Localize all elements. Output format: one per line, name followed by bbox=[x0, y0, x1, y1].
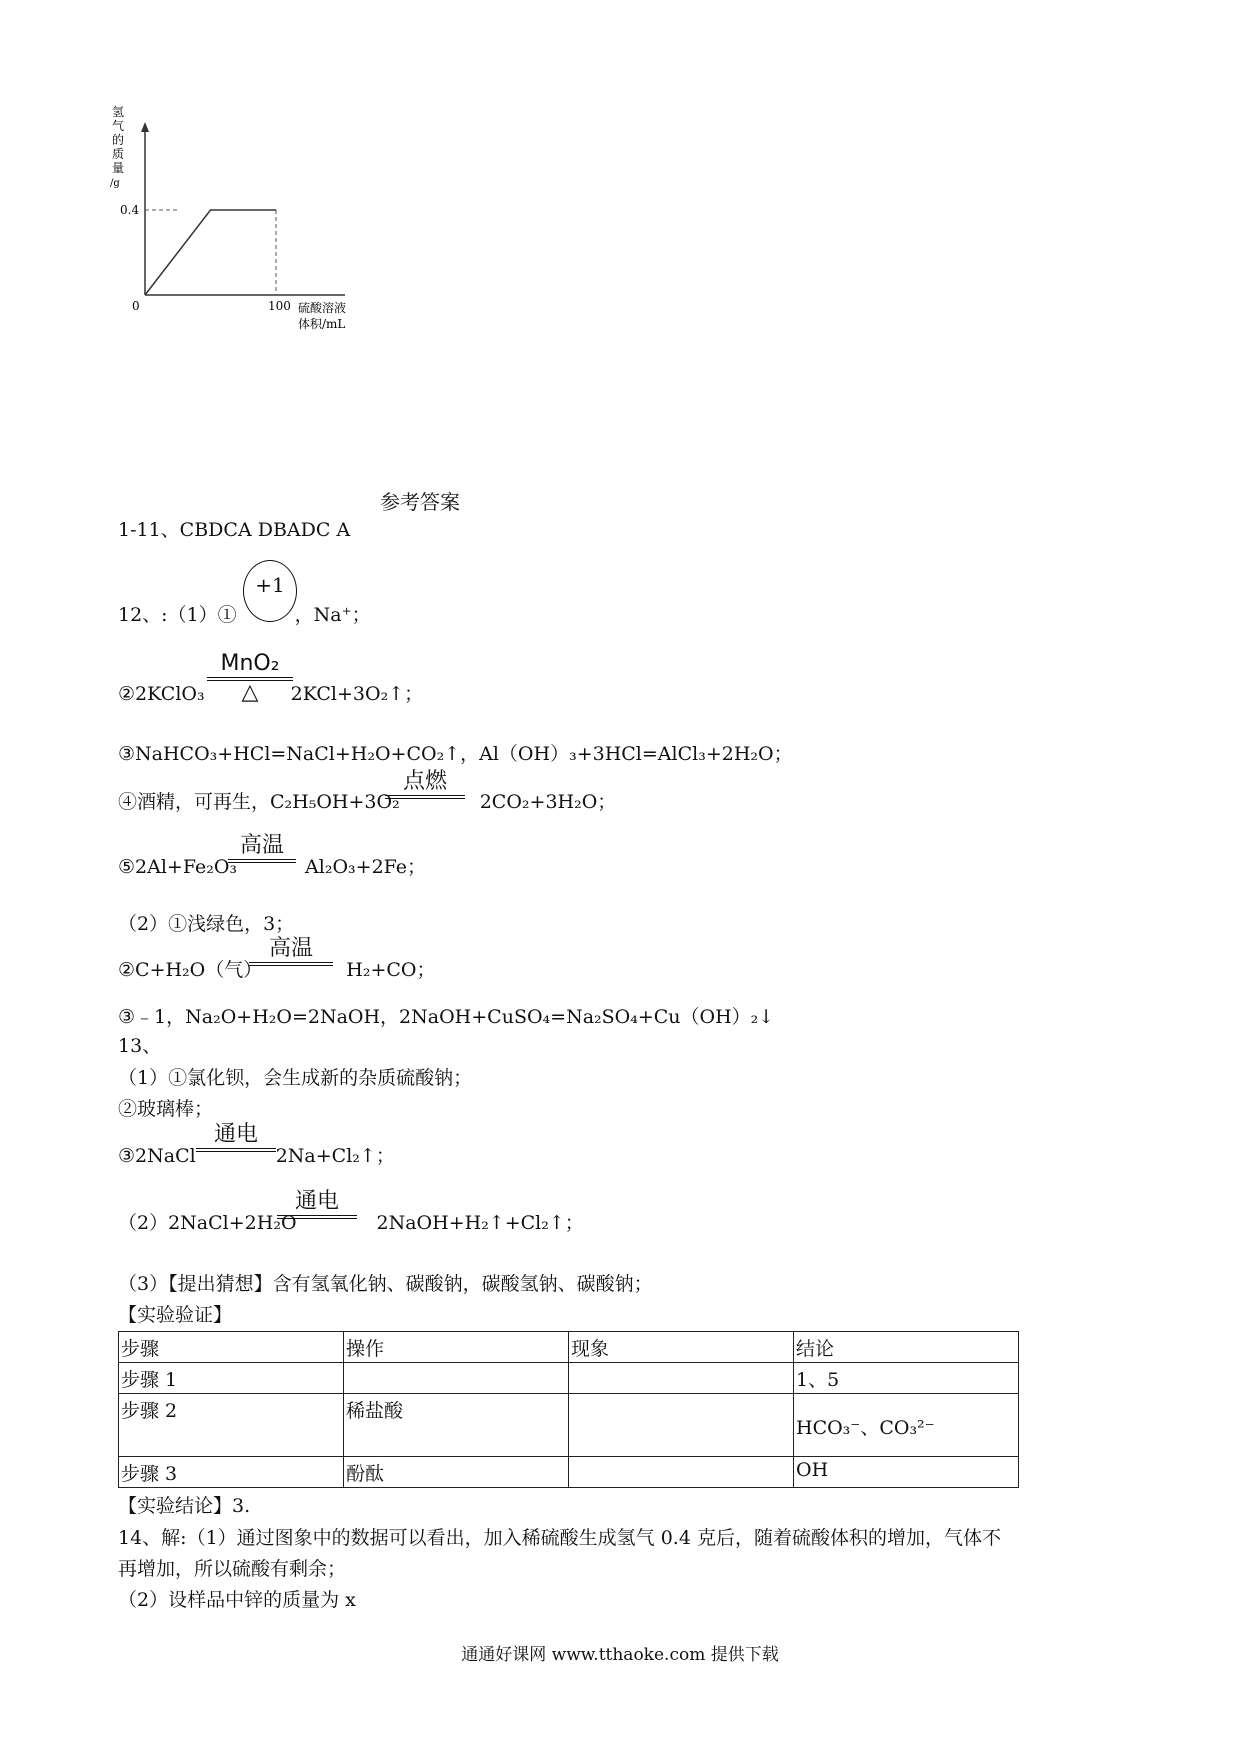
equals-bar bbox=[385, 795, 465, 799]
footer: 通通好课网 www.tthaoke.com 提供下载 bbox=[461, 1645, 779, 1665]
answer-12-7-pre: ②C+H₂O（气） bbox=[118, 959, 263, 981]
condition-top: 通电 bbox=[213, 1122, 258, 1147]
header-step: 步骤 bbox=[119, 1332, 344, 1363]
x-label-line1: 硫酸溶液 bbox=[298, 301, 347, 315]
answer-12-6: （2）①浅绿色，3； bbox=[118, 913, 295, 935]
answer-14-1: 14、解:（1）通过图象中的数据可以看出，加入稀硫酸生成氢气 0.4 克后，随着硫酸体积的增加，气体不 bbox=[118, 1527, 1001, 1549]
table-cell: 酚酞 bbox=[344, 1457, 569, 1488]
answer-12-2-post: 2KCl+3O₂↑； bbox=[290, 683, 424, 705]
y-label-1: 氢 bbox=[112, 105, 125, 119]
condition-12-5 bbox=[228, 834, 296, 864]
y-label-2: 气 bbox=[112, 119, 125, 133]
answer-12-3: ③NaHCO₃+HCl=NaCl+H₂O+CO₂↑，Al（OH）₃+3HCl=AlCl₃+2H₂O； bbox=[118, 743, 793, 765]
answer-12-4-post: 2CO₂+3H₂O； bbox=[479, 791, 617, 813]
answer-14-2: 再增加，所以硫酸有剩余； bbox=[118, 1558, 347, 1580]
header-phenomenon: 现象 bbox=[569, 1332, 794, 1363]
answer-12-1-pre: 12、:（1）① bbox=[118, 604, 237, 626]
y-label-3: 的 bbox=[112, 133, 125, 147]
table-header-row bbox=[119, 1332, 1019, 1363]
table-cell bbox=[569, 1457, 794, 1488]
answer-13-4-pre: （2）2NaCl+2H₂O bbox=[118, 1212, 297, 1234]
answer-1-11: 1-11、CBDCA DBADC A bbox=[118, 519, 351, 541]
table-cell: OH bbox=[794, 1457, 1019, 1488]
condition-13-3 bbox=[196, 1123, 276, 1153]
table-cell bbox=[569, 1394, 794, 1457]
answer-13-6: 【实验验证】 bbox=[118, 1304, 233, 1326]
table-cell bbox=[344, 1363, 569, 1394]
y-label-6: /g bbox=[110, 178, 120, 189]
table-row bbox=[119, 1394, 1019, 1457]
equals-bar bbox=[277, 1215, 357, 1219]
equals-bar bbox=[196, 1148, 276, 1152]
x-tick-100: 100 bbox=[268, 299, 291, 313]
table-cell: HCO₃⁻、CO₃²⁻ bbox=[794, 1394, 1019, 1457]
condition-top: 高温 bbox=[239, 833, 284, 858]
equals-bar bbox=[249, 962, 333, 966]
origin-label: 0 bbox=[132, 299, 140, 313]
table-cell: 1、5 bbox=[794, 1363, 1019, 1394]
table-row bbox=[119, 1457, 1019, 1488]
equals-bar bbox=[228, 859, 296, 863]
table-cell: 步骤 2 bbox=[119, 1394, 344, 1457]
y-label-5: 量 bbox=[112, 161, 125, 175]
answer-13-7: 【实验结论】3. bbox=[118, 1495, 251, 1517]
condition-12-2 bbox=[207, 652, 293, 704]
answer-12-7-post: H₂+CO； bbox=[346, 959, 436, 981]
y-axis-arrow bbox=[141, 122, 149, 132]
answer-12-1-post: ，Na⁺； bbox=[294, 604, 371, 626]
condition-12-7 bbox=[249, 937, 333, 967]
valence-text: +1 bbox=[255, 573, 285, 597]
table-row bbox=[119, 1363, 1019, 1394]
answer-13-5: （3）【提出猜想】含有氢氧化钠、碳酸钠，碳酸氢钠、碳酸钠； bbox=[118, 1273, 653, 1295]
answer-14-3: （2）设样品中锌的质量为 x bbox=[118, 1589, 356, 1611]
answer-12-5-pre: ⑤2Al+Fe₂O₃ bbox=[118, 856, 238, 878]
header-operation: 操作 bbox=[344, 1332, 569, 1363]
answer-12-2-pre: ②2KClO₃ bbox=[118, 683, 205, 705]
condition-bottom: △ bbox=[241, 680, 259, 705]
table-cell: 步骤 3 bbox=[119, 1457, 344, 1488]
table-cell: 稀盐酸 bbox=[344, 1394, 569, 1457]
answer-13-3-pre: ③2NaCl bbox=[118, 1145, 196, 1167]
condition-top: 通电 bbox=[294, 1189, 339, 1214]
header-conclusion: 结论 bbox=[794, 1332, 1019, 1363]
answer-12-4 bbox=[118, 790, 616, 814]
answer-13: 13、 bbox=[118, 1035, 162, 1057]
answer-13-2: ②玻璃棒； bbox=[118, 1098, 214, 1120]
condition-top: 点燃 bbox=[402, 769, 447, 794]
answer-13-4-post: 2NaOH+H₂↑+Cl₂↑； bbox=[376, 1212, 584, 1234]
experiment-table bbox=[118, 1331, 1019, 1488]
condition-12-4 bbox=[385, 770, 465, 800]
table-cell bbox=[569, 1363, 794, 1394]
answer-12-1 bbox=[118, 603, 371, 627]
condition-top: 高温 bbox=[268, 936, 313, 961]
hydrogen-mass-chart bbox=[100, 100, 400, 340]
answer-12-8: ③﹣1，Na₂O+H₂O=2NaOH，2NaOH+CuSO₄=Na₂SO₄+Cu（OH）₂↓ bbox=[118, 1006, 775, 1028]
condition-13-4 bbox=[277, 1190, 357, 1220]
y-label-4: 质 bbox=[112, 147, 125, 161]
series-line bbox=[145, 210, 276, 295]
answer-12-5-post: Al₂O₃+2Fe； bbox=[305, 856, 427, 878]
valence-circle bbox=[243, 560, 297, 622]
table-cell: 步骤 1 bbox=[119, 1363, 344, 1394]
x-label-line2: 体积/mL bbox=[298, 317, 346, 331]
y-tick-04: 0.4 bbox=[120, 203, 140, 217]
answer-12-4-pre: ④酒精，可再生，C₂H₅OH+3O₂ bbox=[118, 791, 400, 813]
condition-top: MnO₂ bbox=[220, 651, 280, 676]
answer-13-3-post: 2Na+Cl₂↑； bbox=[275, 1145, 395, 1167]
answer-13-1: （1）①氯化钡，会生成新的杂质硫酸钠； bbox=[118, 1067, 473, 1089]
answers-title: 参考答案 bbox=[380, 490, 460, 514]
